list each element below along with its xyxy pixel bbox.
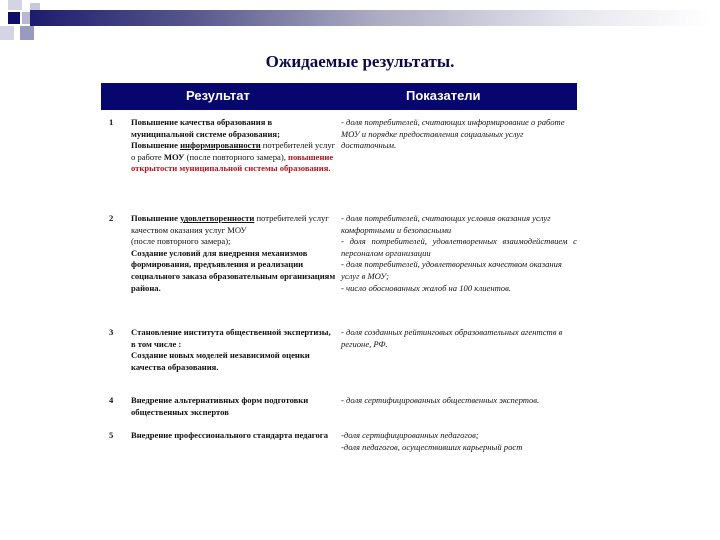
row-result bbox=[131, 213, 336, 294]
page-title: Ожидаемые результаты. bbox=[265, 52, 455, 71]
result-text: МОУ bbox=[163, 151, 185, 162]
row-number: 3 bbox=[109, 327, 114, 337]
result-text: повышение открытости муниципальной системы образования. bbox=[131, 151, 334, 174]
indicator-line: - доля потребителей, считающих условия оказания услуг комфортными и безопасными bbox=[341, 213, 551, 235]
result-text: удовлетворенности bbox=[180, 213, 255, 223]
result-text: потребителей услуг качеством оказания услуг МОУ bbox=[131, 213, 329, 235]
row-indicators: - доля сертифицированных общественных экспертов. bbox=[341, 395, 540, 405]
row-result: Внедрение альтернативных форм подготовки общественных экспертов bbox=[131, 395, 309, 417]
row-result bbox=[131, 117, 336, 175]
indicator-line: - число обоснованных жалоб на 100 клиентов. bbox=[341, 282, 511, 293]
result-line: (после повторного замера); bbox=[131, 236, 231, 247]
result-line: Создание условий для внедрения механизмов формирования, предъявления и реализации социального заказа образовательным организациям района. bbox=[131, 247, 336, 293]
row-number: 5 bbox=[109, 430, 114, 440]
header-result: Результат bbox=[186, 88, 250, 103]
result-text: информированности bbox=[180, 140, 261, 151]
result-text: потребителей услуг о работе bbox=[131, 140, 336, 162]
indicator-line: -доля педагогов, осуществивших карьерный рост bbox=[341, 441, 523, 452]
header-indicators: Показатели bbox=[406, 88, 481, 103]
result-text: Повышение bbox=[131, 213, 181, 223]
row-number: 1 bbox=[109, 117, 114, 127]
row-result bbox=[131, 327, 336, 373]
result-text: (после повторного замера), bbox=[184, 151, 289, 162]
result-line: Становление института общественной экспертизы, в том числе : bbox=[131, 327, 331, 349]
result-line: Создание новых моделей независимой оценки качества образования. bbox=[131, 350, 310, 372]
row-indicators bbox=[341, 430, 577, 453]
header-gradient-bar bbox=[30, 10, 710, 26]
indicator-line: -доля сертифицированных педагогов; bbox=[341, 430, 479, 440]
row-indicators: - доля потребителей, считающих информирование о работе МОУ и порядке предоставления социальных услуг достаточным. bbox=[341, 117, 565, 151]
table-header bbox=[101, 83, 577, 110]
row-indicators bbox=[341, 213, 577, 294]
result-line: Повышение качества образования в муниципальной системе образования; bbox=[131, 117, 280, 139]
row-number: 2 bbox=[109, 213, 114, 223]
row-result: Внедрение профессионального стандарта педагога bbox=[131, 430, 328, 440]
row-indicators: - доля созданных рейтинговых образовательных агентств в регионе, РФ. bbox=[341, 327, 563, 349]
row-number: 4 bbox=[109, 395, 114, 405]
indicator-line: - доля потребителей, удовлетворенных взаимодействием с персоналом организации bbox=[341, 236, 577, 258]
result-text: Повышение bbox=[131, 140, 181, 151]
indicator-line: - доля потребителей, удовлетворенных качеством оказания услуг в МОУ; bbox=[341, 259, 562, 281]
